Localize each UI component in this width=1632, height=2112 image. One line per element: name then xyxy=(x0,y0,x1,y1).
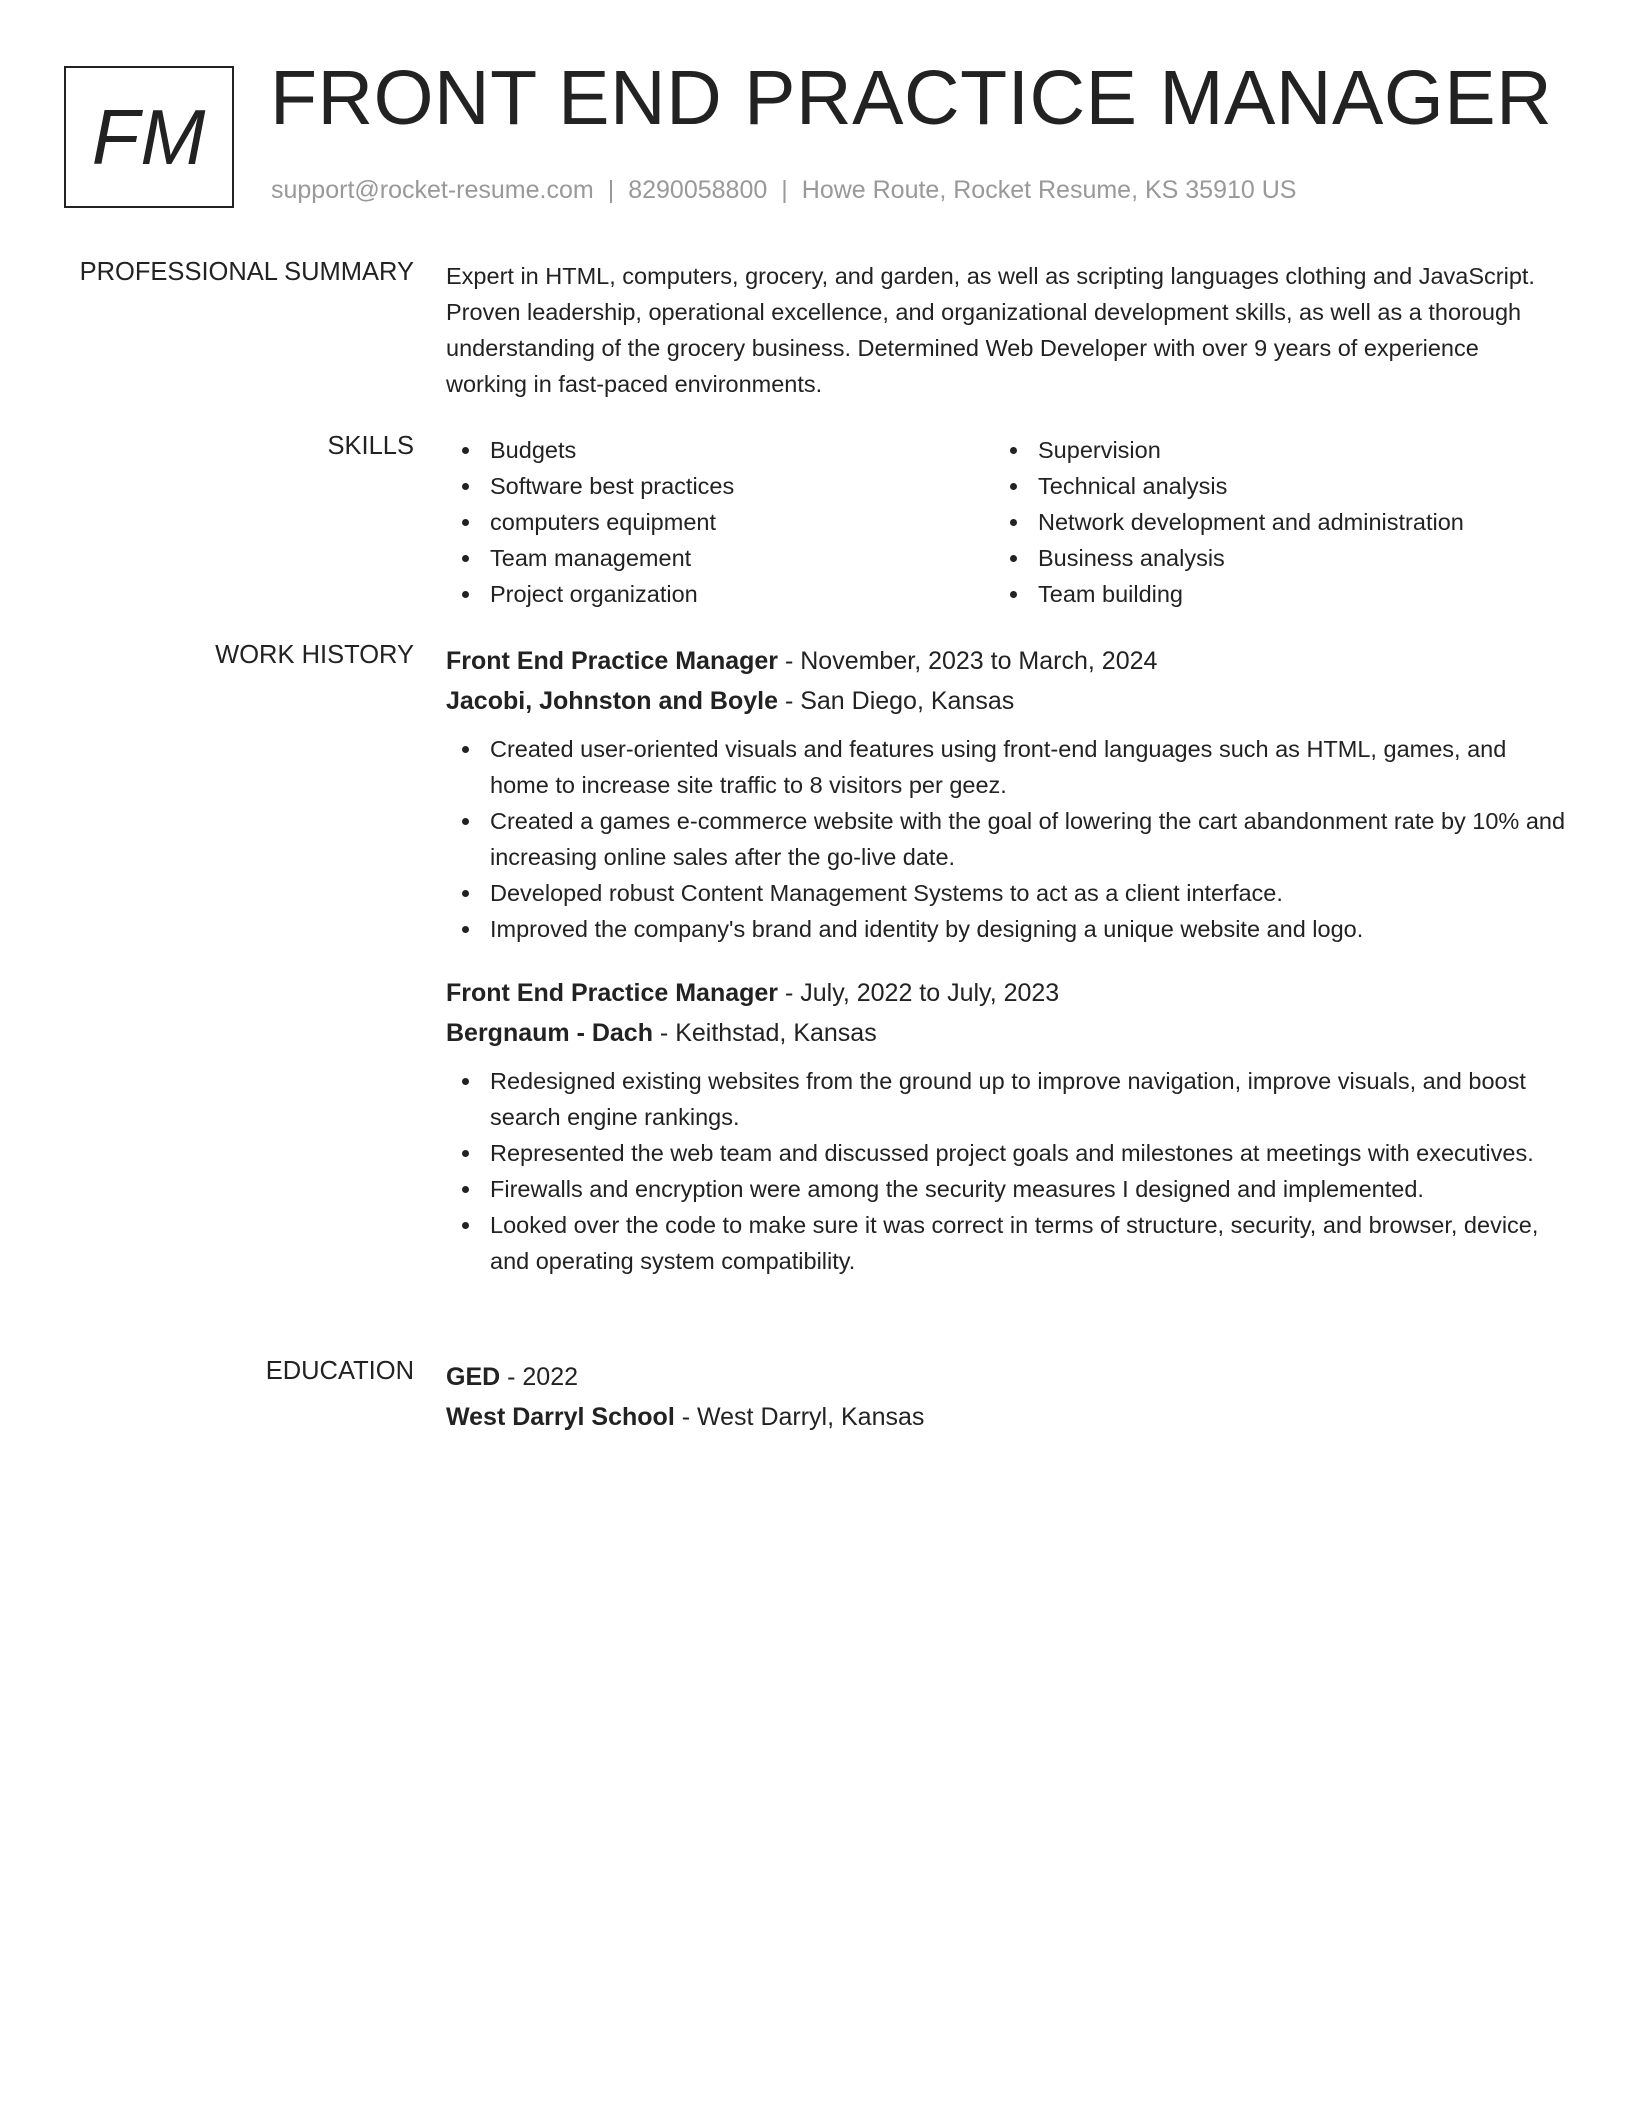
job-company: Jacobi, Johnston and Boyle xyxy=(446,687,778,715)
job-title-line xyxy=(446,973,1566,1013)
summary-label: PROFESSIONAL SUMMARY xyxy=(79,258,414,286)
skill-item: Team building xyxy=(994,576,1542,612)
skill-item: Project organization xyxy=(446,576,994,612)
education-school-line xyxy=(446,1397,1566,1437)
job-location: - San Diego, Kansas xyxy=(778,687,1015,715)
contact-email[interactable]: support@rocket-resume.com xyxy=(271,176,594,204)
skill-item: computers equipment xyxy=(446,504,994,540)
skill-item: Software best practices xyxy=(446,468,994,504)
duty-item: Looked over the code to make sure it was correct in terms of structure, security, and browser, device, and operating system compatibility. xyxy=(446,1207,1566,1279)
contact-address: Howe Route, Rocket Resume, KS 35910 US xyxy=(801,176,1297,204)
job-entry xyxy=(446,641,1566,947)
skills-list-right xyxy=(994,432,1542,612)
duty-item: Firewalls and encryption were among the security measures I designed and implemented. xyxy=(446,1171,1566,1207)
skill-item: Supervision xyxy=(994,432,1542,468)
job-duties xyxy=(446,1063,1566,1279)
job-company: Bergnaum - Dach xyxy=(446,1019,653,1047)
job-company-line xyxy=(446,1013,1566,1053)
skills-label: SKILLS xyxy=(327,432,414,460)
education-degree-line xyxy=(446,1357,1566,1397)
skills-list-left xyxy=(446,432,994,612)
summary-body xyxy=(446,258,1566,402)
job-dates: - July, 2022 to July, 2023 xyxy=(778,979,1060,1007)
job-title-line xyxy=(446,641,1566,681)
education-year: - 2022 xyxy=(500,1363,579,1391)
summary-text: Expert in HTML, computers, grocery, and garden, as well as scripting languages clothing and JavaScript. Proven leadership, operational excellence, and organizational development skills, as well as a thorough understanding of the grocery business. Determined Web Developer with over 9 years of experience working in fast-paced environments. xyxy=(446,263,1535,397)
duty-item: Improved the company's brand and identity by designing a unique website and logo. xyxy=(446,911,1566,947)
job-location: - Keithstad, Kansas xyxy=(652,1019,877,1047)
duty-item: Developed robust Content Management Systems to act as a client interface. xyxy=(446,875,1566,911)
work-history-label: WORK HISTORY xyxy=(215,641,414,669)
resume-header xyxy=(64,55,1568,210)
monogram-logo: FM xyxy=(64,66,234,208)
page-title: FRONT END PRACTICE MANAGER xyxy=(270,55,1553,141)
skill-item: Network development and administration xyxy=(994,504,1542,540)
job-company-line xyxy=(446,681,1566,721)
duty-item: Redesigned existing websites from the ground up to improve navigation, improve visuals, and boost search engine rankings. xyxy=(446,1063,1566,1135)
education-degree: GED xyxy=(446,1363,501,1391)
education-location: - West Darryl, Kansas xyxy=(674,1403,925,1431)
job-dates: - November, 2023 to March, 2024 xyxy=(778,647,1158,675)
skills-body xyxy=(446,432,1566,612)
education-label: EDUCATION xyxy=(265,1357,414,1385)
contact-phone[interactable]: 8290058800 xyxy=(628,176,768,204)
skill-item: Budgets xyxy=(446,432,994,468)
duty-item: Created a games e-commerce website with the goal of lowering the cart abandonment rate by 10% and increasing online sales after the go-live date. xyxy=(446,803,1566,875)
skill-item: Team management xyxy=(446,540,994,576)
job-duties xyxy=(446,731,1566,947)
education-body xyxy=(446,1357,1566,1437)
duty-item: Represented the web team and discussed project goals and milestones at meetings with executives. xyxy=(446,1135,1566,1171)
contact-separator: | xyxy=(781,176,788,204)
skill-item: Technical analysis xyxy=(994,468,1542,504)
skill-item: Business analysis xyxy=(994,540,1542,576)
job-role: Front End Practice Manager xyxy=(446,647,779,675)
education-school: West Darryl School xyxy=(446,1403,675,1431)
duty-item: Created user-oriented visuals and features using front-end languages such as HTML, games, and home to increase site traffic to 8 visitors per geez. xyxy=(446,731,1566,803)
work-history-body xyxy=(446,641,1566,1305)
contact-separator: | xyxy=(607,176,615,204)
contact-line xyxy=(271,176,1296,205)
job-role: Front End Practice Manager xyxy=(446,979,779,1007)
job-entry xyxy=(446,973,1566,1279)
